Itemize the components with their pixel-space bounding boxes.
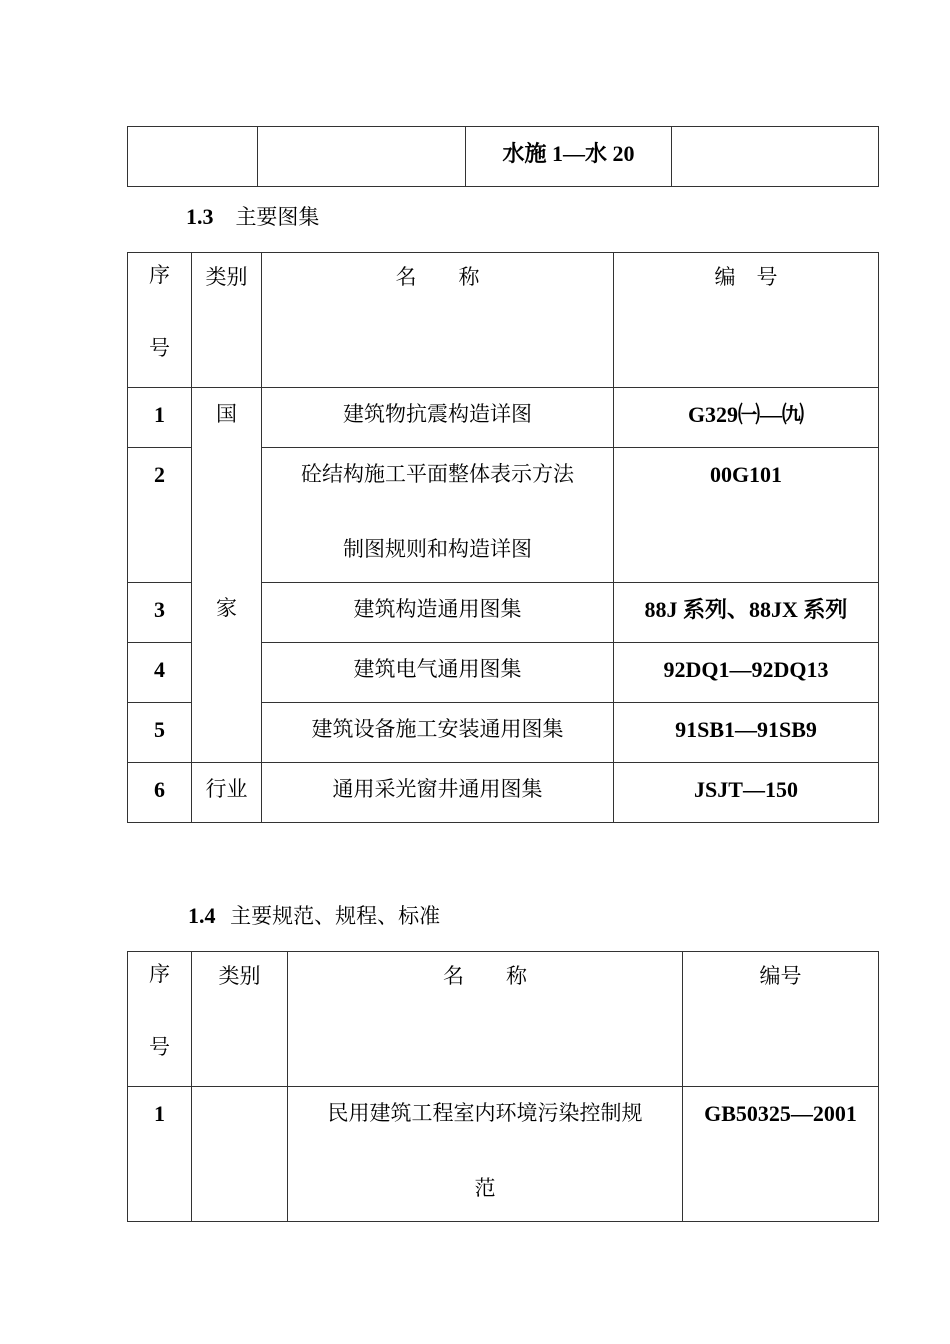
standards-table (127, 951, 879, 1222)
header-code: 编 号 (614, 253, 879, 388)
row-seq: 3 (128, 583, 192, 643)
row-code: 91SB1—91SB9 (614, 703, 879, 763)
top-cell-2 (258, 127, 466, 187)
row-code: JSJT—150 (614, 763, 879, 823)
section-14-number: 1.4 (188, 903, 216, 928)
row-seq: 6 (128, 763, 192, 823)
table-row (128, 763, 879, 823)
row-code: GB50325—2001 (683, 1087, 879, 1222)
atlas-table (127, 252, 879, 823)
top-cell-4 (672, 127, 879, 187)
table-row (128, 1087, 879, 1222)
table-row (128, 388, 879, 448)
row-category (192, 1087, 288, 1222)
header-seq: 序 号 (128, 952, 192, 1087)
row-code: G329㈠—㈨ (614, 388, 879, 448)
row-name: 建筑电气通用图集 (262, 643, 614, 703)
header-seq: 序 号 (128, 253, 192, 388)
header-name: 名 称 (262, 253, 614, 388)
row-code: 00G101 (614, 448, 879, 583)
row-seq: 1 (128, 1087, 192, 1222)
row-name: 砼结构施工平面整体表示方法 制图规则和构造详图 (262, 448, 614, 583)
row-seq: 4 (128, 643, 192, 703)
section-13-title: 主要图集 (235, 205, 320, 229)
category-industry: 行业 (192, 763, 262, 823)
row-seq: 1 (128, 388, 192, 448)
row-code: 88J 系列、88JX 系列 (614, 583, 879, 643)
section-14-heading (188, 900, 440, 930)
category-national: 国 家 (192, 388, 262, 763)
header-name: 名 称 (288, 952, 683, 1087)
header-code: 编号 (683, 952, 879, 1087)
top-cell-3: 水施 1—水 20 (466, 127, 672, 187)
top-cell-1 (128, 127, 258, 187)
row-code: 92DQ1—92DQ13 (614, 643, 879, 703)
row-seq: 2 (128, 448, 192, 583)
atlas-header-row (128, 253, 879, 388)
top-table (127, 126, 879, 187)
section-14-title: 主要规范、规程、标准 (230, 904, 441, 928)
header-category: 类别 (192, 253, 262, 388)
standards-header-row (128, 952, 879, 1087)
row-name: 建筑构造通用图集 (262, 583, 614, 643)
row-name: 通用采光窗井通用图集 (262, 763, 614, 823)
section-13-number: 1.3 (186, 204, 214, 229)
section-13-heading (186, 201, 319, 231)
row-name: 建筑设备施工安装通用图集 (262, 703, 614, 763)
row-name: 建筑物抗震构造详图 (262, 388, 614, 448)
row-seq: 5 (128, 703, 192, 763)
header-category: 类别 (192, 952, 288, 1087)
row-name: 民用建筑工程室内环境污染控制规 范 (288, 1087, 683, 1222)
